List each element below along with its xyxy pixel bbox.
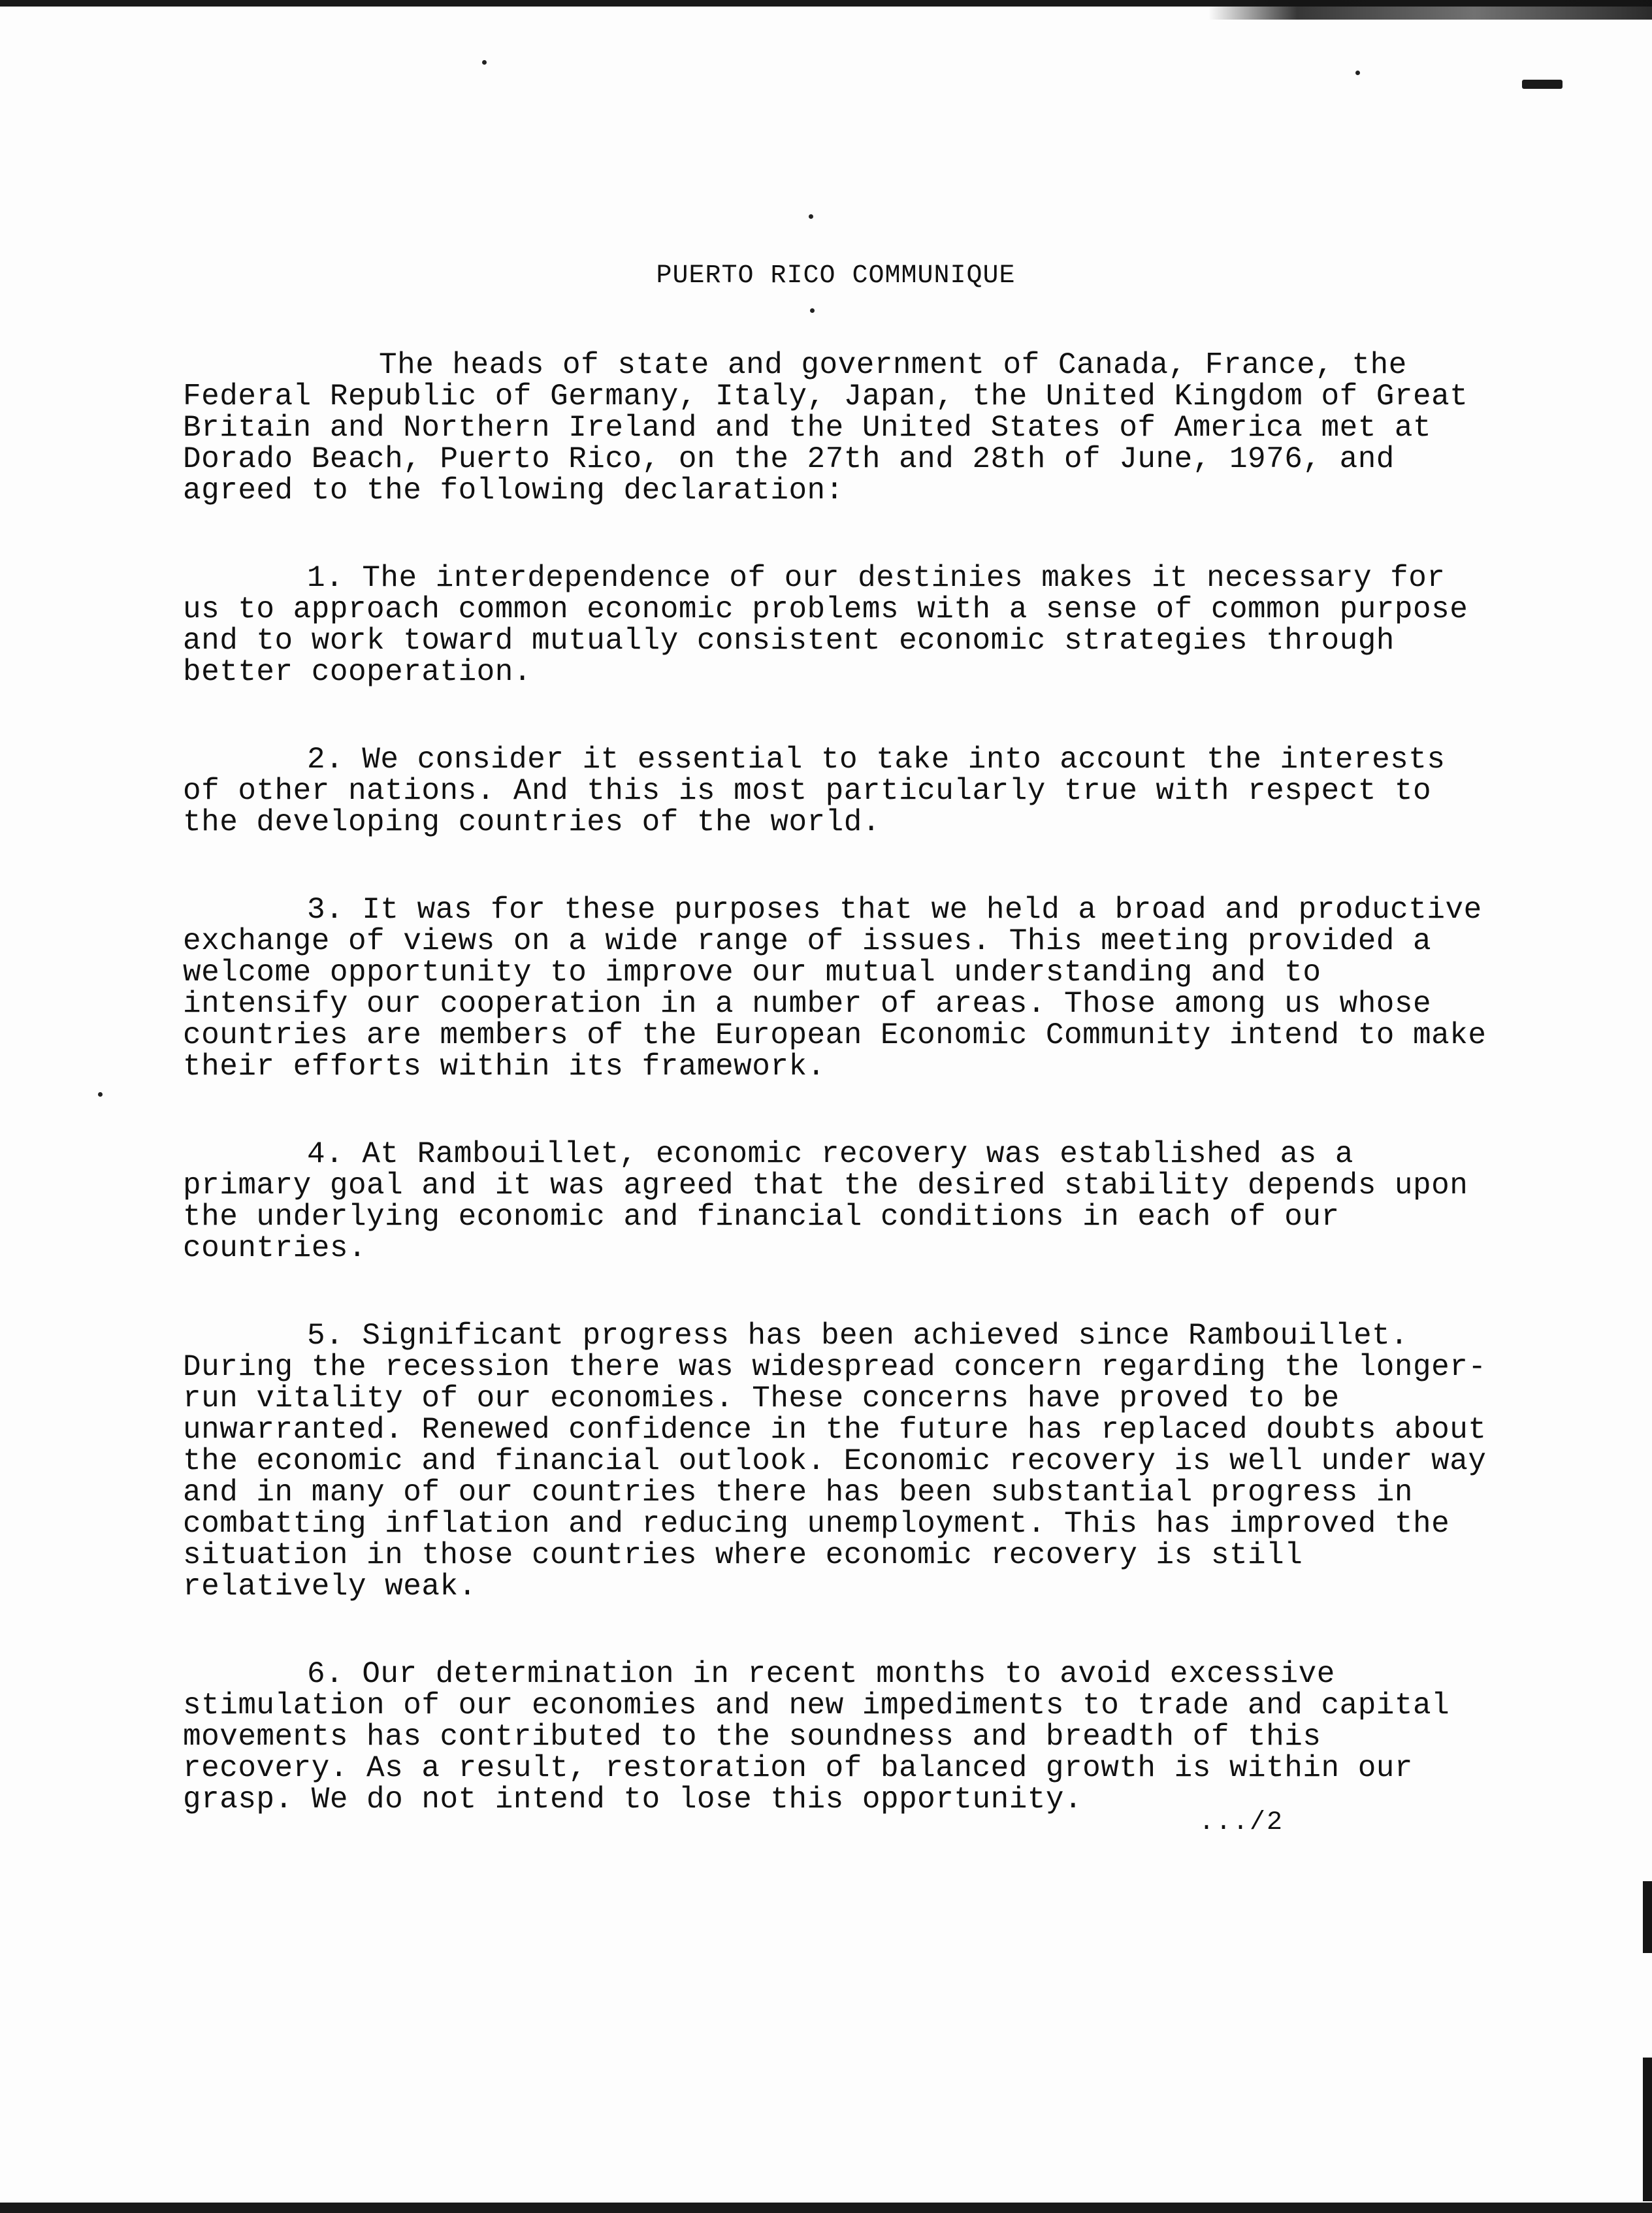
paragraph-number: 4. <box>307 1137 344 1171</box>
paragraph-text: At Rambouillet, economic recovery was established as a primary goal and it was agreed that the desired stability depends upon the underlying economic and financial conditions in each of our countries. <box>183 1137 1468 1265</box>
paragraph-text: We consider it essential to take into account the interests of other nations. And this is most particularly true with respect to the developing countries of the world. <box>183 743 1446 839</box>
paragraph-number: 6. <box>307 1657 344 1691</box>
scan-edge-right <box>1643 1881 1652 1953</box>
document-body <box>183 349 1496 1871</box>
scan-speck <box>482 60 487 65</box>
numbered-paragraph <box>183 1139 1496 1264</box>
scan-speck <box>809 214 813 219</box>
document-title: PUERTO RICO COMMUNIQUE <box>656 261 1016 291</box>
paragraph-number: 3. <box>307 893 344 927</box>
paragraph-text: The interdependence of our destinies makes it necessary for us to approach common economic problems with a sense of common purpose and to work toward mutually consistent economic strategies through better cooperation. <box>183 561 1468 689</box>
scan-speck <box>1355 71 1360 75</box>
numbered-paragraph <box>183 894 1496 1082</box>
scan-edge-bottom <box>0 2203 1652 2213</box>
paragraph-number: 2. <box>307 743 344 777</box>
scan-edge-right <box>1643 2058 1652 2201</box>
intro-paragraph: The heads of state and government of Canada, France, the Federal Republic of Germany, Italy, Japan, the United Kingdom of Great Britain and Northern Ireland and the United States of America met at Dorado Beach, Puerto Rico, on the 27th and 28th of June, 1976, and agreed to the following declaration: <box>183 348 1468 508</box>
scan-speck <box>98 1092 103 1097</box>
page-continuation-marker: .../2 <box>1199 1808 1284 1837</box>
paragraph-text: Our determination in recent months to avoid excessive stimulation of our economies and new impediments to trade and capital movements has contributed to the soundness and breadth of this recovery. As a result, restoration of balanced growth is within our grasp. We do not intend to lose this opportunity. <box>183 1657 1450 1817</box>
scan-edge-shadow <box>1208 0 1652 20</box>
paragraph-number: 1. <box>307 561 344 595</box>
paragraph-text: Significant progress has been achieved since Rambouillet. During the recession there was widespread concern regarding the longer-run vitality of our economies. These concerns have proved to be unwarranted. Renewed confidence in the future has replaced doubts about the economic and financial outlook. Economic recovery is well under way and in many of our countries there has been substantial progress in combatting inflation and reducing unemployment. This has improved the situation in those countries where economic recovery is still relatively weak. <box>183 1319 1487 1604</box>
numbered-paragraph <box>183 562 1496 688</box>
numbered-paragraph <box>183 1658 1496 1815</box>
paragraph-number: 5. <box>307 1319 344 1353</box>
scan-mark <box>1522 80 1563 89</box>
scan-speck <box>810 308 815 313</box>
numbered-paragraph <box>183 744 1496 838</box>
paragraph-text: It was for these purposes that we held a broad and productive exchange of views on a wide range of issues. This meeting provided a welcome opportunity to improve our mutual understanding and to intensify our cooperation in a number of areas. Those among us whose countries are members of the European Economic Community intend to make their efforts within its framework. <box>183 893 1487 1084</box>
numbered-paragraph <box>183 1320 1496 1602</box>
